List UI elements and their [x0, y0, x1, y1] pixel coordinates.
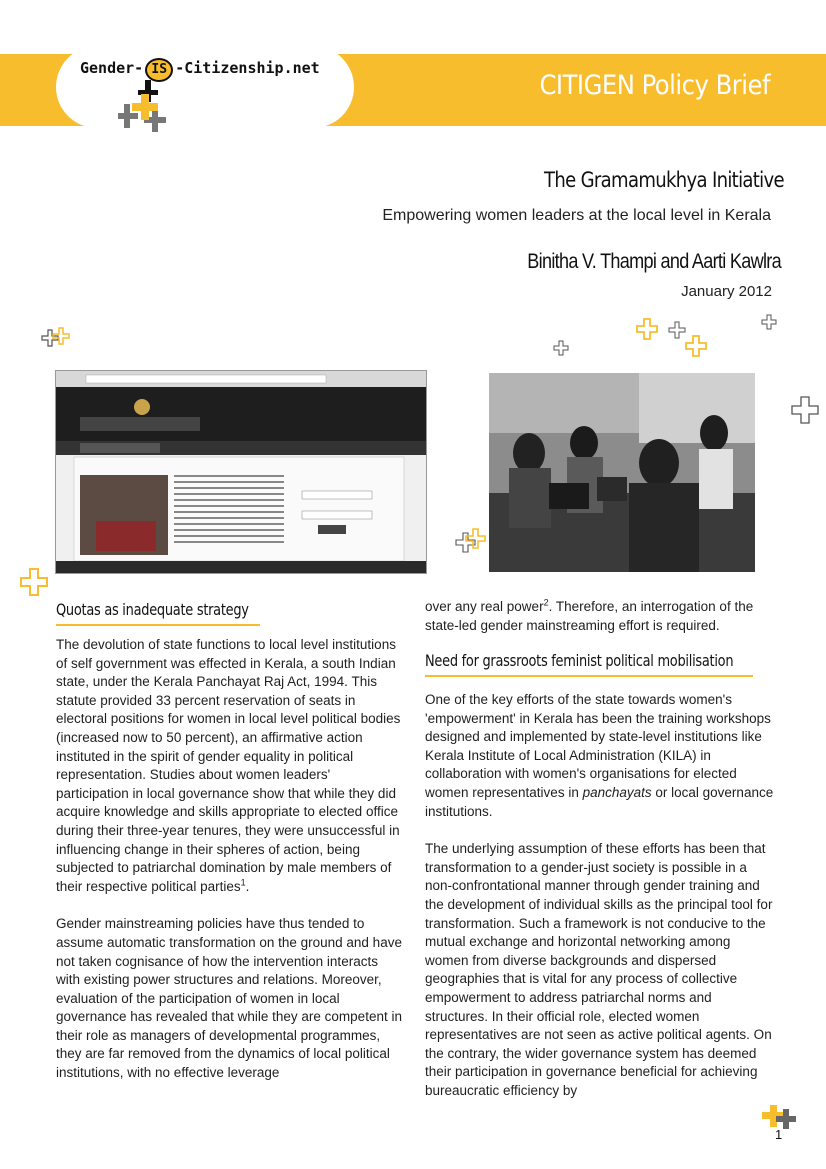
right-column — [425, 598, 775, 635]
workshop-photo-graphic — [489, 373, 755, 572]
document-authors: Binitha V. Thampi and Aarti Kawlra — [527, 250, 781, 273]
brief-title: CITIGEN Policy Brief — [539, 70, 770, 101]
paragraph-text: or local governance institutions. — [425, 784, 774, 819]
paragraph-text: . Therefore, an interrogation of the state-led gender mainstreaming effort is required. — [425, 599, 754, 633]
page-number: 1 — [775, 1127, 783, 1142]
paragraph — [56, 636, 404, 896]
paragraph-text: . — [245, 878, 250, 894]
logo-text-part2: -Citizenship.net — [175, 59, 320, 77]
section-heading-grassroots: Need for grassroots feminist political mobilisation — [425, 651, 734, 670]
decorative-plus-icon — [454, 528, 488, 556]
section-heading-underline — [425, 675, 753, 677]
left-column — [56, 636, 404, 1102]
paragraph: Gender mainstreaming policies have thus tended to assume automatic transformation on the ground and have not taken cognisance of how the intervention interacts with existing power structures and relations. Moreover, evaluation of the participation of women in local governance has revealed that while they are competent in their role as managers of developmental programmes, they are far removed from the dynamics of local political institutions, with no effective leverage — [56, 916, 402, 1081]
training-workshop-photo — [489, 373, 755, 572]
paragraph: The underlying assumption of these efforts has been that transformation to a gender-just society is possible in a non-confrontational manner through gender training and the development of individual skills as the principal tool for transformation. Such a framework is not conducive to the mutual exchange and horizontal networking among women from diverse backgrounds and dispersed geographies that is vital for any process of collective empowerment to address patriarchal norms and structures. In their official role, elected women representatives are not seen as active political agents. On the contrary, the wider governance system has deemed their participation in governance beneficial for achieving bureaucratic efficiency by — [425, 841, 773, 1098]
footnote-ref[interactable]: 2 — [543, 597, 549, 608]
logo-text-part1: Gender- — [80, 59, 144, 77]
paragraph-text: over any real power — [425, 599, 544, 614]
section-heading-underline — [56, 624, 260, 626]
decorative-plus-icon — [789, 394, 821, 426]
paragraph — [425, 598, 775, 635]
decorative-plus-icon — [38, 326, 72, 350]
right-column-body — [425, 691, 775, 1119]
paragraph — [425, 691, 775, 821]
decorative-plus-icon — [634, 316, 660, 342]
decorative-plus-icon — [18, 566, 50, 598]
footnote-ref[interactable]: 1 — [240, 877, 246, 888]
document-subtitle: Empowering women leaders at the local level in Kerala — [382, 207, 771, 224]
decorative-plus-icon — [683, 333, 709, 359]
paragraph-text: The devolution of state functions to local level institutions of self government was effected in Kerala, a south Indian state, under the Kerala Panchayat Raj Act, 1994. This statute provided 33 percent reservation of seats in electoral positions for women in local level political bodies (increased now to 50 percent), an affirmative action instituted in the spirit of gender equality in political representation. Studies about women leaders' participation in local governance show that while they did acquire knowledge and skills appropriate to elected office during their three-year tenures, they were unsuccessful in influencing change in their spheres of action, being subjected to patriarchal domination by male members of their respective political parties — [56, 637, 401, 894]
logo-is-badge: IS — [145, 58, 173, 82]
document-date: January 2012 — [681, 283, 772, 300]
paragraph-text: One of the key efforts of the state towards women's 'empowerment' in Kerala has been the training workshops designed and implemented by state-level institutions like Kerala Institute of Local Administration (KILA) in collaboration with women's organisations for elected women representatives in — [425, 692, 771, 800]
decorative-plus-icon — [552, 339, 570, 357]
gender-symbol-icon — [118, 80, 178, 132]
site-logo[interactable] — [80, 58, 320, 82]
decorative-plus-icon — [760, 313, 778, 331]
emphasis-text: panchayats — [582, 784, 652, 800]
website-screenshot-image — [55, 370, 427, 574]
section-heading-quotas: Quotas as inadequate strategy — [56, 600, 249, 619]
document-title: The Gramamukhya Initiative — [544, 168, 784, 192]
website-screenshot-graphic — [56, 371, 426, 573]
